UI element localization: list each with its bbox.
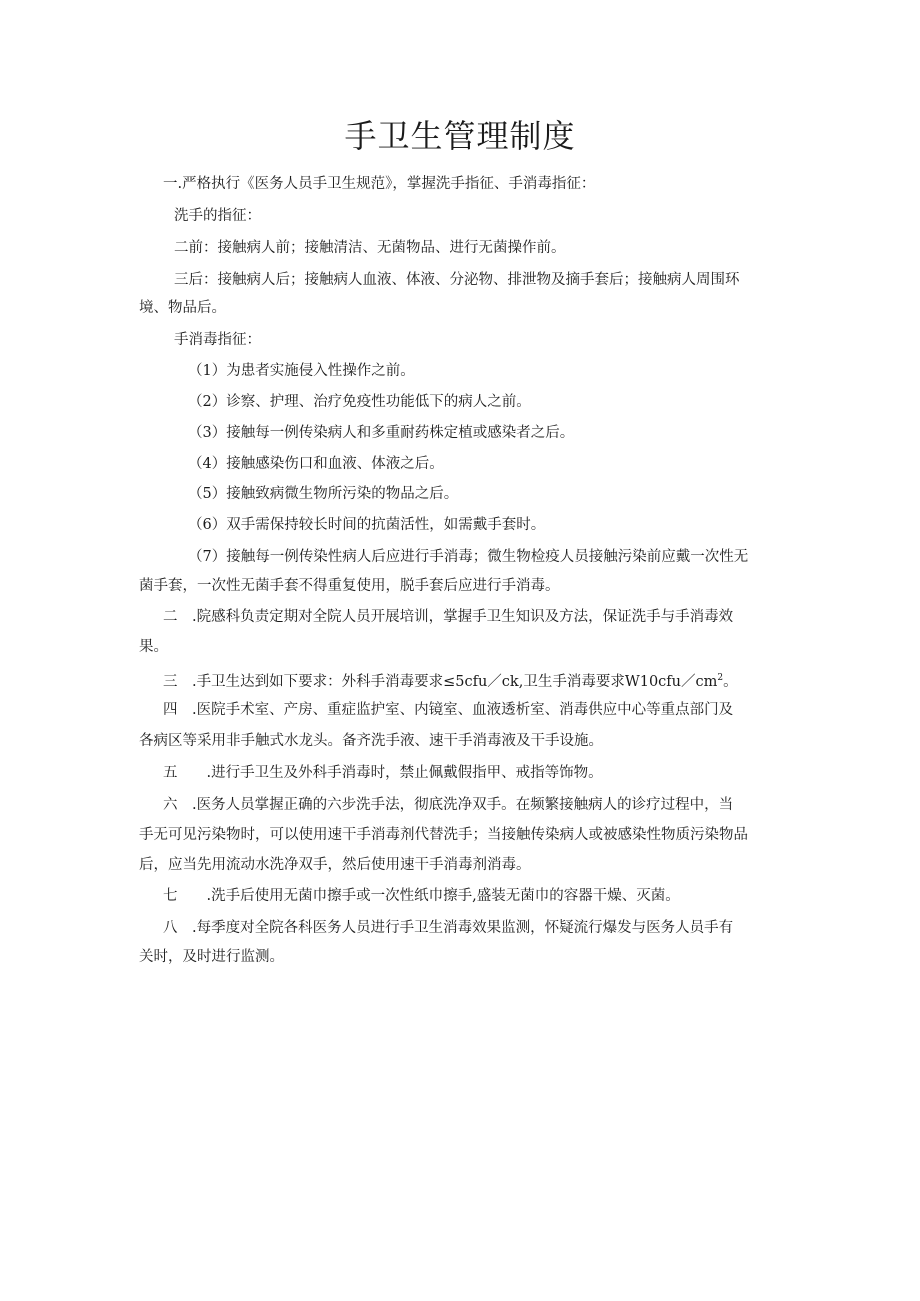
paragraph-line: （4）接触感染伤口和血液、体液之后。 bbox=[188, 456, 444, 472]
line-tail: 。 bbox=[723, 673, 738, 690]
paragraph-line: 二 .院感科负责定期对全院人员开展培训，掌握手卫生知识及方法，保证洗手与手消毒效 bbox=[163, 609, 734, 625]
paragraph-line: 菌手套，一次性无菌手套不得重复使用，脱手套后应进行手消毒。 bbox=[139, 578, 560, 594]
paragraph-line: 七 .洗手后使用无菌巾擦手或一次性纸巾擦手,盛装无菌巾的容器干燥、灭菌。 bbox=[163, 888, 680, 904]
paragraph-line: （7）接触每一例传染性病人后应进行手消毒；微生物检疫人员接触污染前应戴一次性无 bbox=[188, 549, 749, 565]
paragraph-line: （6）双手需保持较长时间的抗菌活性，如需戴手套时。 bbox=[188, 517, 546, 533]
paragraph-line: 洗手的指征： bbox=[174, 208, 261, 224]
paragraph-line: 果。 bbox=[139, 639, 168, 655]
superscript-text: 2 bbox=[717, 673, 724, 683]
paragraph-line: 后，应当先用流动水洗净双手，然后使用速干手消毒剂消毒。 bbox=[139, 857, 531, 873]
paragraph-line: 八 .每季度对全院各科医务人员进行手卫生消毒效果监测，怀疑流行爆发与医务人员手有 bbox=[163, 920, 734, 936]
paragraph-line: （2）诊察、护理、治疗免疫性功能低下的病人之前。 bbox=[188, 394, 531, 410]
paragraph-line: （3）接触每一例传染病人和多重耐药株定植或感染者之后。 bbox=[188, 425, 575, 441]
paragraph-line: （5）接触致病微生物所污染的物品之后。 bbox=[188, 486, 459, 502]
document-title: 手卫生管理制度 bbox=[344, 117, 576, 155]
paragraph-line: 各病区等采用非手触式水龙头。备齐洗手液、速干手消毒液及干手设施。 bbox=[139, 733, 603, 749]
paragraph-line: 手无可见污染物时，可以使用速干手消毒剂代替洗手；当接触传染病人或被感染性物质污染物品 bbox=[139, 827, 748, 843]
paragraph-line: 关时，及时进行监测。 bbox=[139, 949, 284, 965]
paragraph-line: 四 .医院手术室、产房、重症监护室、内镜室、血液透析室、消毒供应中心等重点部门及 bbox=[163, 702, 734, 718]
paragraph-line: 手消毒指征： bbox=[174, 332, 261, 348]
paragraph-line: 境、物品后。 bbox=[139, 300, 226, 316]
paragraph-line: 一.严格执行《医务人员手卫生规范》，掌握洗手指征、手消毒指征： bbox=[163, 176, 596, 192]
requirements-text: 三 .手卫生达到如下要求：外科手消毒要求≤5cfu／ck,卫生手消毒要求W10cfu／cm bbox=[163, 673, 718, 690]
paragraph-line: （1）为患者实施侵入性操作之前。 bbox=[188, 363, 415, 379]
paragraph-line: 三后：接触病人后；接触病人血液、体液、分泌物、排泄物及摘手套后；接触病人周围环 bbox=[174, 272, 740, 288]
paragraph-line: 五 .进行手卫生及外科手消毒时，禁止佩戴假指甲、戒指等饰物。 bbox=[163, 765, 603, 781]
paragraph-line: 二前：接触病人前；接触清洁、无菌物品、进行无菌操作前。 bbox=[174, 240, 566, 256]
paragraph-line: 六 .医务人员掌握正确的六步洗手法，彻底洗净双手。在频繁接触病人的诊疗过程中，当 bbox=[163, 797, 734, 813]
paragraph-line bbox=[163, 668, 738, 692]
